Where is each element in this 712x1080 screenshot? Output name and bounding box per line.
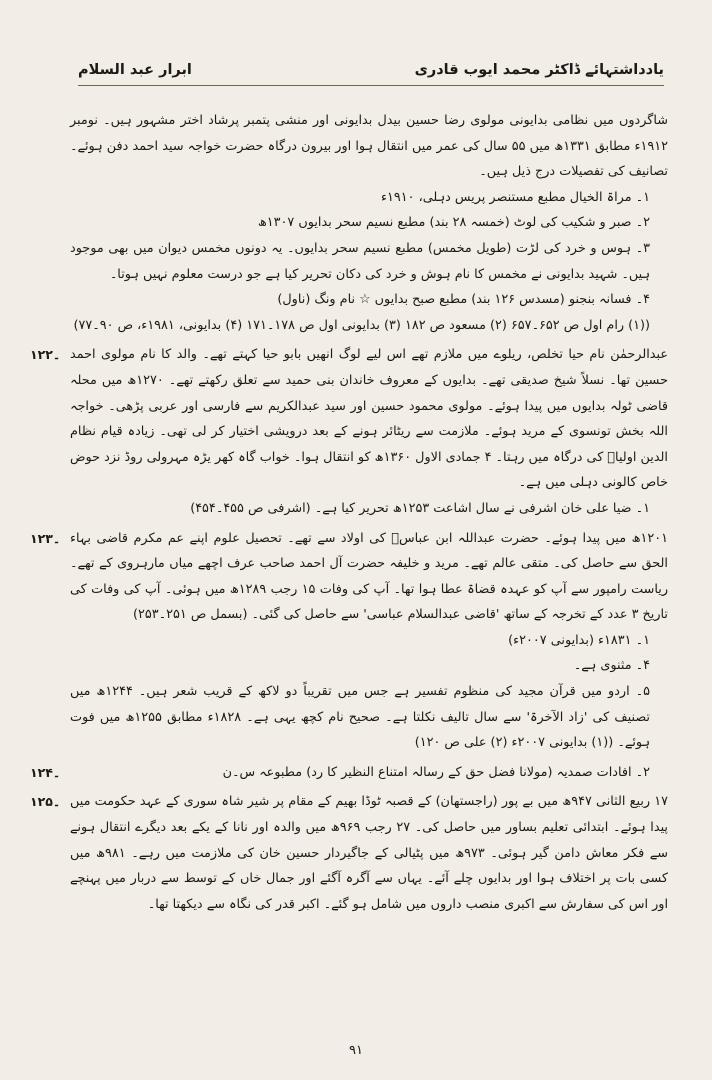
work-item: ۱۔ مراۃ الخیال مطبع مستنصر پریس دہلی، ۱۹۱۰ء <box>380 189 650 205</box>
entry-text: ۱۲۰۱ھ میں پیدا ہوئے۔ حضرت عبداللہ ابن عباسؓ کی اولاد سے تھے۔ تحصیل علوم اپنے عم مکرم قاضی بہاء الحق سے حاصل کی۔ متقی عالم تھے۔ مرید و خلیفہ حضرت آل احمد صاحب عرف اچھے میاں مارہروی کے تھے۔ ریاست رامپور سے آپ کو عہدہ قضاۃ عطا ہوا تھا۔ آپ کی وفات ۱۵ رجب ۱۲۸۹ھ میں ہوئی۔ آپ کی وفات کی تاریخ ۳ عدد کے تخرجہ کے ساتھ 'قاضی عبدالسلام عباسی' سے حاصل کی گئی۔ (بسمل ص ۲۵۱۔۲۵۳) <box>70 530 669 623</box>
work-item: ۳۔ ہوس و خرد کی لڑت (طویل مخمس) مطبع نسیم سحر بدایوں۔ یہ دونوں مخمس دیوان میں بھی موجود ہیں۔ شہید بدایونی نے مخمس کا نام ہوش و خرد کی دکان تحریر کیا ہے جو درست معلوم نہیں ہوتا۔ <box>70 240 650 282</box>
header-rule <box>78 85 664 86</box>
header-book-title: یادداشتہائے ڈاکٹر محمد ایوب قادری <box>414 62 664 78</box>
entry-125 <box>30 789 669 917</box>
entry-number: ۔۱۲۲ <box>30 347 61 363</box>
main-text <box>30 108 669 917</box>
entry-number: ۔۱۲۴ <box>30 764 61 780</box>
entry-124 <box>30 760 668 786</box>
work-item: ۴۔ فسانہ بنجنو (مسدس ۱۲۶ بند) مطبع صبح بدایوں ☆ نام ونگ (ناول) <box>277 292 650 308</box>
work-item: ۲۔ صبر و شکیب کی لوٹ (خمسہ ۲۸ بند) مطبع نسیم سحر بدایوں ۱۳۰۷ھ <box>257 215 650 231</box>
footnote: ۱۔ ضیا علی خان اشرفی نے سال اشاعت ۱۲۵۳ھ تحریر کیا ہے۔ (اشرفی ص ۴۵۵۔۴۵۴) <box>190 500 650 516</box>
work-item: ۱۔ ۱۸۳۱ء (بدایونی ۲۰۰۷ء) <box>508 632 650 648</box>
references: ((۱) رام اول ص ۶۵۲۔۶۵۷ (۲) مسعود ص ۱۸۲ (۳) بدایونی اول ص ۱۷۸۔۱۷۱ (۴) بدایونی، ۱۹۸۱ء، ص ۹۰۔۷۷) <box>73 317 650 333</box>
entry-123 <box>30 526 669 628</box>
entry-number: ۔۱۲۵ <box>30 794 61 810</box>
entry-text: ۲۔ افادات صمدیہ (مولانا فضل حق کے رسالہ امتناع النظیر کا رد) مطبوعہ س۔ن <box>222 764 650 780</box>
running-header <box>78 58 664 82</box>
entry-number: ۔۱۲۳ <box>30 530 61 546</box>
entry-text: ۱۷ ربیع الثانی ۹۴۷ھ میں بے پور (راجستھان) کے قصبہ ٹوڈا بھیم کے مقام پر شیر شاہ سوری کے عہد حکومت میں پیدا ہوئے۔ ابتدائی تعلیم بساور میں حاصل کی۔ ۲۷ رجب ۹۶۹ھ میں والدہ اور نانا کے یکے بعد دیگرے انتقال ہونے سے فکر معاش دامن گیر ہوئی۔ ۹۷۳ھ میں پٹیالی کے جاگیردار حسین خان کی ملازمت میں رہے۔ ۹۸۱ھ میں کسی بات پر اختلاف ہوا اور بدایوں چلے آئے۔ یہاں سے آگرہ آگئے اور جمال خاں کے توسط سے دربار میں پہنچے اور اس کی سفارش سے اکبری منصب داروں میں شامل ہو گئے۔ اکبر قدر کی نگاہ سے دیکھتا تھا۔ <box>70 794 669 912</box>
work-item: ۴۔ مثنوی ہے۔ <box>573 658 650 674</box>
entry-text: عبدالرحمٰن نام حیا تخلص، ریلوے میں ملازم تھے اس لیے لوگ انھیں بابو حیا کہتے تھے۔ والد کا نام مولوی احمد حسین تھا۔ نسلاً شیخ صدیقی تھے۔ بدایوں کے معروف خاندان بنی حمید سے تعلق رکھتے تھے۔ ۱۲۷۰ھ میں محلہ قاضی ٹولہ بدایوں میں پیدا ہوئے۔ مولوی محمود حسین اور سید عبدالکریم سے فارسی اور عربی پڑھی۔ خواجہ اللہ بخش تونسوی کے مرید ہوئے۔ ملازمت سے ریٹائر ہونے کے بعد درویشی اختیار کر لی تھی۔ زیادہ قیام نظام الدین اولیاؒ کی درگاہ میں رہتا۔ ۴ جمادی الاول ۱۳۶۰ھ کو انتقال ہوا۔ خواب گاہ کھر یڑہ مہرولی روڈ نزد حوض خاص کالونی دہلی میں ہے۔ <box>70 347 668 491</box>
entry-122 <box>30 342 668 496</box>
header-author: ابرار عبد السلام <box>78 62 192 78</box>
intro-paragraph: شاگردوں میں نظامی بدایونی مولوی رضا حسین بیدل بدایونی اور منشی پتمبر پرشاد اختر مشہور ہیں۔ نومبر ۱۹۱۲ء مطابق ۱۳۳۱ھ میں ۵۵ سال کی عمر میں انتقال ہوا اور بیرون درگاہ حضرت خواجہ سید احمد دفن ہوئے۔ تصانیف کی تفصیلات درج ذیل ہیں۔ <box>70 113 668 180</box>
page-number: ۹۱ <box>349 1043 363 1058</box>
work-item: ۵۔ اردو میں قرآن مجید کی منظوم تفسیر ہے جس میں تقریباً دو لاکھ کے قریب شعر ہیں۔ ۱۲۴۴ھ میں تصنیف کی 'زاد الآخرۃ' سے سال تالیف نکلتا ہے۔ صحیح نام کچھ یہی ہے۔ ۱۸۲۸ء مطابق ۱۲۵۵ھ میں فوت ہوئے۔ ((۱) بدایونی ۲۰۰۷ء (۲) علی ص ۱۲۰) <box>70 684 650 751</box>
